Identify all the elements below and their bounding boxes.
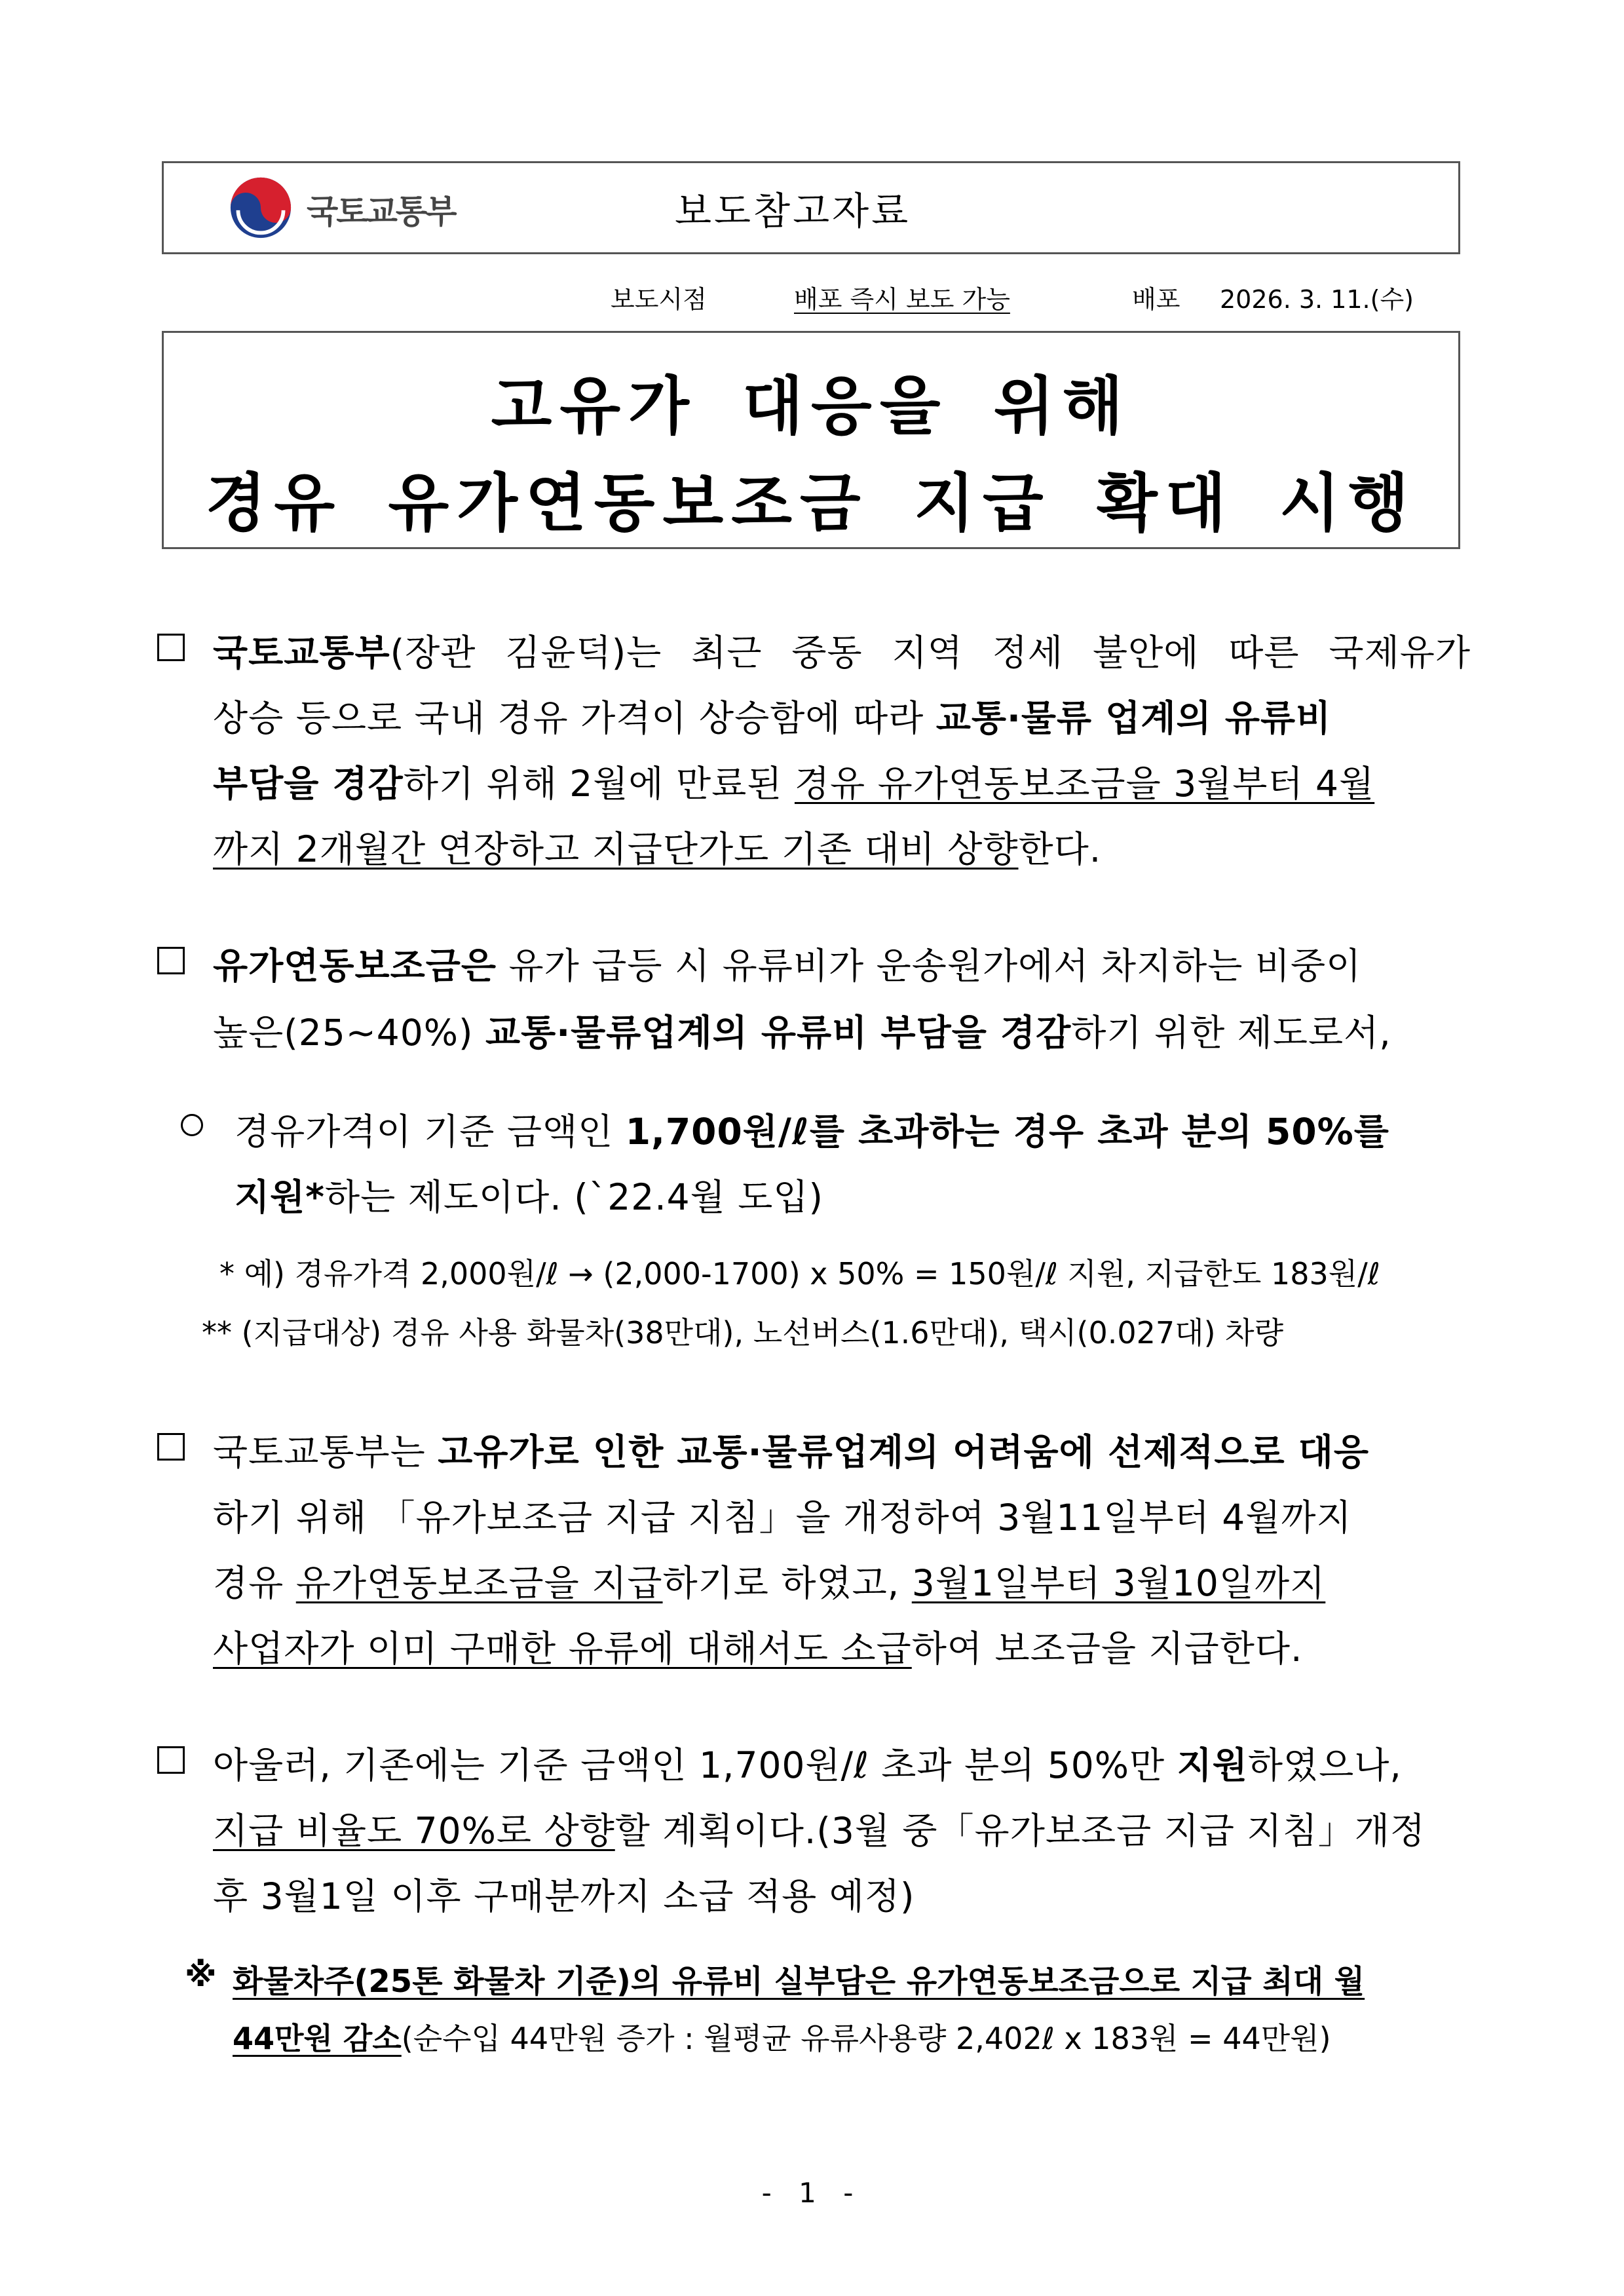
footnote-1: * 예) 경유가격 2,000원/ℓ → (2,000-1700) x 50% = 150원/ℓ 지원, 지급한도 183원/ℓ [219, 1256, 1380, 1292]
p2-line-1-b: 유가 급등 시 유류비가 운송원가에서 차지하는 비중이 [497, 945, 1362, 987]
p2-line-2 [213, 1004, 1391, 1056]
note-line-2 [233, 2015, 1331, 2058]
p1-line-3-c: 경유 유가연동보조금을 3월부터 4월 [794, 763, 1375, 805]
p2-line-1 [213, 937, 1361, 989]
p1-line-1 [213, 624, 1471, 676]
p4-line-2-b: 할 계획이다.(3월 중「유가보조금 지급 지침」개정 [614, 1810, 1426, 1852]
title-line-2: 경유 유가연동보조금 지급 확대 시행 [205, 467, 1417, 540]
sub1-line-2-a: 지원* [235, 1176, 326, 1218]
p3-line-4-b: 하여 보조금을 지급한다. [911, 1628, 1303, 1670]
sub1-line-1-a: 경유가격이 기준 금액인 [235, 1111, 626, 1153]
circle-bullet [181, 1114, 203, 1136]
p3-line-2: 하기 위해 「유가보조금 지급 지침」을 개정하여 3월11일부터 4월까지 [213, 1497, 1352, 1539]
p2-line-2-c: 하기 위한 제도로서, [1071, 1012, 1391, 1054]
p3-line-1-a: 국토교통부는 [213, 1431, 438, 1473]
sub1-line-1-b: 1,700원/ℓ를 초과하는 경우 초과 분의 50%를 [625, 1111, 1389, 1153]
p2-line-2-a: 높은(25~40%) [213, 1012, 485, 1054]
release-date-value: 2026. 3. 11.(수) [1220, 285, 1414, 314]
p4-line-1 [213, 1736, 1402, 1788]
p1-subject: 국토교통부 [213, 632, 390, 674]
sub1-line-2-b: 하는 제도이다. (`22.4월 도입) [325, 1176, 824, 1218]
p4-line-1-b: 지원 [1177, 1744, 1248, 1786]
footnote-2: ** (지급대상) 경유 사용 화물차(38만대), 노선버스(1.6만대), 택시(0.027대) 차량 [202, 1315, 1284, 1350]
p3-line-1 [213, 1423, 1369, 1475]
p4-line-3: 후 3월1일 이후 구매분까지 소급 적용 예정) [213, 1875, 915, 1917]
p3-line-1-b: 고유가로 인한 교통·물류업계의 어려움에 선제적으로 대응 [438, 1431, 1370, 1473]
p1-line-3-a: 부담을 경감 [213, 763, 404, 805]
p1-line-1-rest: (장관 김윤덕)는 최근 중동 지역 정세 불안에 따른 국제유가 [390, 632, 1471, 674]
box-bullet [157, 1433, 185, 1461]
taegeuk-logo-icon [229, 176, 292, 239]
page-number: - 1 - [761, 2177, 863, 2209]
p3-line-4-a: 사업자가 이미 구매한 유류에 대해서도 소급 [213, 1628, 912, 1670]
title-line-1: 고유가 대응을 위해 [491, 370, 1131, 443]
p1-line-3 [213, 755, 1374, 807]
p4-line-1-c: 하였으나, [1247, 1744, 1402, 1786]
note-line-2-b: (순수입 44만원 증가 : 월평균 유류사용량 2,402ℓ x 183원 = 44만원) [401, 2021, 1331, 2056]
header-box [162, 161, 1460, 254]
sub1-line-1 [235, 1103, 1389, 1155]
box-bullet [157, 1746, 185, 1774]
p3-line-3-b: 유가연동보조금을 지급 [295, 1562, 663, 1604]
p1-line-2 [213, 689, 1331, 741]
p3-line-3-d: 3월1일부터 3월10일까지 [911, 1562, 1326, 1604]
p3-line-3 [213, 1554, 1325, 1606]
release-time-value: 배포 즉시 보도 가능 [794, 285, 1010, 314]
box-bullet [157, 947, 185, 974]
p1-line-3-b: 하기 위해 2월에 만료된 [403, 763, 795, 805]
note-line-1: 화물차주(25톤 화물차 기준)의 유류비 실부담은 유가연동보조금으로 지급 최대 월 [233, 1963, 1365, 2000]
note-line-2-a: 44만원 감소 [233, 2021, 402, 2056]
p3-line-3-a: 경유 [213, 1562, 296, 1604]
box-bullet [157, 634, 185, 661]
note-mark: ※ [185, 1956, 217, 1994]
p4-line-2-a: 지급 비율도 70%로 상향 [213, 1810, 615, 1852]
release-date-label: 배포 [1132, 285, 1180, 314]
release-time-label: 보도시점 [611, 285, 707, 314]
title-box [162, 331, 1460, 549]
p2-line-2-b: 교통·물류업계의 유류비 부담을 경감 [485, 1012, 1072, 1054]
p2-line-1-a: 유가연동보조금은 [213, 945, 497, 987]
sub1-line-2 [235, 1168, 823, 1220]
p3-line-3-c: 하기로 하였고, [662, 1562, 912, 1604]
p4-line-1-a: 아울러, 기존에는 기준 금액인 1,700원/ℓ 초과 분의 50%만 [213, 1744, 1177, 1786]
p3-line-4 [213, 1620, 1303, 1672]
ministry-name: 국토교통부 [307, 193, 455, 231]
p1-line-4 [213, 820, 1101, 872]
p4-line-2 [213, 1802, 1426, 1854]
p1-line-4-b: 한다. [1018, 828, 1102, 870]
p1-line-4-a: 까지 2개월간 연장하고 지급단가도 기존 대비 상향 [213, 828, 1019, 870]
p1-line-2-a: 상승 등으로 국내 경유 가격이 상승함에 따라 [213, 697, 936, 739]
document-type: 보도참고자료 [675, 189, 911, 233]
p1-line-2-b: 교통·물류 업계의 유류비 [935, 697, 1332, 739]
